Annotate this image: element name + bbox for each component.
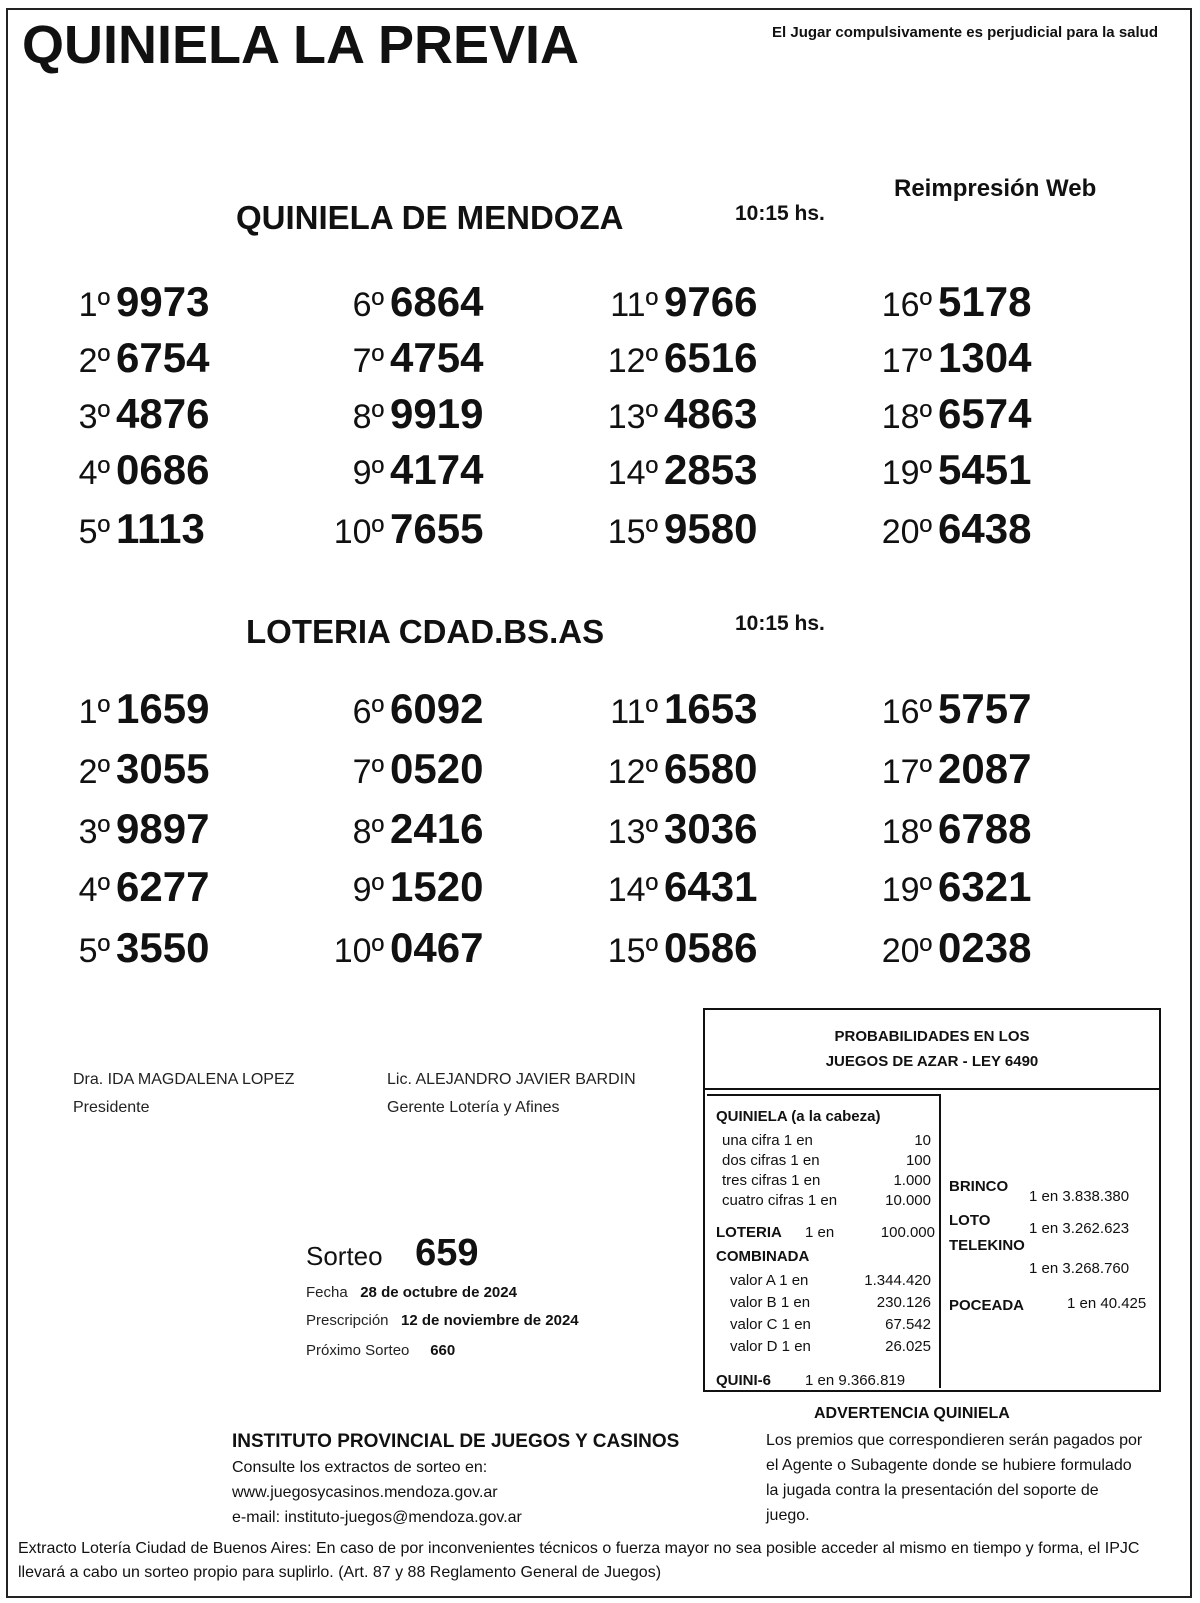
result-5	[44, 924, 209, 972]
section-time-bsas: 10:15 hs.	[735, 612, 825, 635]
result-position: 8º	[352, 398, 384, 436]
odds-row-label: valor B 1 en	[730, 1294, 811, 1311]
institute-title: INSTITUTO PROVINCIAL DE JUEGOS Y CASINOS	[232, 1431, 680, 1452]
result-11	[592, 278, 757, 326]
reprint-label: Reimpresión Web	[894, 175, 1097, 202]
result-14	[592, 446, 757, 494]
result-8	[318, 390, 483, 438]
telekino-label: TELEKINO	[949, 1237, 1025, 1254]
odds-row-value: 230.126	[876, 1294, 931, 1311]
result-number: 6574	[938, 390, 1032, 437]
result-number: 1113	[116, 505, 205, 552]
result-19	[866, 446, 1031, 494]
result-position: 3º	[78, 398, 110, 436]
document-title: QUINIELA LA PREVIA	[22, 15, 580, 75]
result-19	[866, 863, 1031, 911]
result-9	[318, 446, 483, 494]
result-15	[592, 505, 757, 553]
result-position: 2º	[78, 342, 110, 380]
result-3	[44, 390, 209, 438]
result-7	[318, 334, 483, 382]
result-number: 6580	[664, 745, 758, 792]
draw-number-block	[306, 1232, 478, 1275]
result-position: 6º	[352, 286, 384, 324]
result-number: 4863	[664, 390, 758, 437]
result-position: 6º	[352, 693, 384, 731]
result-position: 5º	[78, 932, 110, 970]
result-position: 16º	[881, 693, 932, 731]
result-1	[44, 278, 209, 326]
result-17	[866, 334, 1031, 382]
signature-right	[387, 1066, 636, 1122]
result-16	[866, 685, 1031, 733]
result-position: 10º	[333, 932, 384, 970]
result-number: 3055	[116, 745, 210, 792]
result-4	[44, 446, 209, 494]
brinco-value: 1 en 3.838.380	[1029, 1188, 1130, 1205]
result-number: 6321	[938, 863, 1032, 910]
result-position: 11º	[610, 286, 658, 324]
result-4	[44, 863, 209, 911]
prescription-label: Prescripción	[306, 1312, 389, 1329]
result-2	[44, 334, 209, 382]
quini6-odds-label: QUINI-6	[716, 1372, 772, 1389]
result-position: 3º	[78, 813, 110, 851]
result-13	[592, 390, 757, 438]
brinco-label: BRINCO	[949, 1178, 1009, 1195]
result-number: 4876	[116, 390, 210, 437]
result-position: 1º	[78, 693, 110, 731]
result-number: 5757	[938, 685, 1032, 732]
result-position: 15º	[607, 513, 658, 551]
signature-right-name: Lic. ALEJANDRO JAVIER BARDIN	[387, 1071, 636, 1088]
odds-row-label: valor D 1 en	[730, 1338, 811, 1355]
probabilities-title-line1: PROBABILIDADES EN LOS	[834, 1028, 1030, 1045]
result-position: 19º	[881, 871, 932, 909]
odds-row-value: 100	[905, 1152, 931, 1169]
result-18	[866, 805, 1031, 853]
result-position: 11º	[610, 693, 658, 731]
institute-website[interactable]: www.juegosycasinos.mendoza.gov.ar	[232, 1484, 498, 1501]
signature-left	[73, 1066, 294, 1122]
odds-row-label: valor C 1 en	[730, 1316, 811, 1333]
result-16	[866, 278, 1031, 326]
signature-left-role: Presidente	[73, 1099, 150, 1116]
result-number: 2416	[390, 805, 484, 852]
result-number: 6754	[116, 334, 210, 381]
result-position: 7º	[352, 753, 384, 791]
result-13	[592, 805, 757, 853]
result-number: 6516	[664, 334, 758, 381]
draw-number: 659	[415, 1232, 479, 1274]
result-number: 6092	[390, 685, 484, 732]
loteria-odds-value: 100.000	[880, 1224, 935, 1241]
result-number: 5451	[938, 446, 1032, 493]
prescription-date: 12 de noviembre de 2024	[401, 1312, 579, 1329]
result-position: 14º	[607, 871, 658, 909]
result-1	[44, 685, 209, 733]
telekino-value: 1 en 3.268.760	[1029, 1260, 1130, 1277]
section-title-mendoza: QUINIELA DE MENDOZA	[236, 199, 624, 236]
advertencia-text: Los premios que correspondieren serán pagados por el Agente o Subagente donde se hubiere formulado la jugada contra la presentación del soporte de juego.	[766, 1432, 1143, 1524]
result-6	[318, 685, 483, 733]
result-20	[866, 924, 1031, 972]
result-number: 6864	[390, 278, 484, 325]
odds-row-label: tres cifras 1 en	[722, 1172, 821, 1189]
result-7	[318, 745, 483, 793]
odds-row-value: 67.542	[885, 1316, 931, 1333]
result-position: 13º	[607, 398, 658, 436]
result-position: 12º	[607, 342, 658, 380]
result-position: 9º	[352, 454, 384, 492]
result-6	[318, 278, 483, 326]
result-number: 2853	[664, 446, 758, 493]
quiniela-odds-title: QUINIELA (a la cabeza)	[716, 1108, 881, 1125]
result-number: 3550	[116, 924, 210, 971]
result-position: 19º	[881, 454, 932, 492]
loteria-odds-label: LOTERIA	[716, 1224, 782, 1241]
result-number: 1653	[664, 685, 758, 732]
result-18	[866, 390, 1031, 438]
result-number: 9580	[664, 505, 758, 552]
result-10	[318, 924, 483, 972]
poceada-label: POCEADA	[949, 1297, 1025, 1314]
odds-row-label: dos cifras 1 en	[722, 1152, 820, 1169]
quini6-odds-value: 1 en 9.366.819	[805, 1372, 906, 1389]
result-number: 1520	[390, 863, 484, 910]
next-draw-label: Próximo Sorteo	[306, 1342, 410, 1359]
poceada-value: 1 en 40.425	[1067, 1295, 1147, 1312]
result-number: 6788	[938, 805, 1032, 852]
next-draw-row	[306, 1342, 455, 1359]
prescription-row	[306, 1312, 579, 1329]
result-position: 14º	[607, 454, 658, 492]
result-position: 13º	[607, 813, 658, 851]
loto-value: 1 en 3.262.623	[1029, 1220, 1130, 1237]
result-number: 0586	[664, 924, 758, 971]
result-number: 6431	[664, 863, 758, 910]
next-draw-number: 660	[430, 1342, 456, 1359]
draw-date-label: Fecha	[306, 1284, 348, 1301]
result-position: 18º	[881, 813, 932, 851]
signature-right-role: Gerente Lotería y Afines	[387, 1099, 560, 1116]
result-position: 20º	[881, 932, 932, 970]
footer-note: Extracto Lotería Ciudad de Buenos Aires: En caso de por inconvenientes técnicos o fuerza mayor no sea posible acceder al mismo en tiempo y forma, el IPJC llevará a cabo un sorteo propio para suplirlo. (Art. 87 y 88 Reglamento General de Juegos)	[18, 1540, 1140, 1581]
odds-row-label: cuatro cifras 1 en	[722, 1192, 838, 1209]
result-15	[592, 924, 757, 972]
result-12	[592, 745, 757, 793]
result-position: 12º	[607, 753, 658, 791]
result-14	[592, 863, 757, 911]
result-number: 3036	[664, 805, 758, 852]
result-number: 9897	[116, 805, 210, 852]
result-position: 4º	[78, 454, 110, 492]
odds-row-label: valor A 1 en	[730, 1272, 809, 1289]
section-time-mendoza: 10:15 hs.	[735, 202, 825, 225]
odds-row-value: 10	[914, 1132, 931, 1149]
loto-label: LOTO	[949, 1212, 991, 1229]
result-11	[592, 685, 757, 733]
result-10	[318, 505, 483, 553]
combinada-odds-title: COMBINADA	[716, 1248, 810, 1265]
result-number: 9919	[390, 390, 484, 437]
institute-contact	[232, 1455, 522, 1530]
draw-label: Sorteo	[306, 1241, 383, 1271]
result-position: 8º	[352, 813, 384, 851]
gambling-warning: El Jugar compulsivamente es perjudicial para la salud	[772, 24, 1158, 41]
result-position: 9º	[352, 871, 384, 909]
odds-row-label: una cifra 1 en	[722, 1132, 813, 1149]
result-position: 1º	[78, 286, 110, 324]
result-number: 0467	[390, 924, 484, 971]
result-number: 1659	[116, 685, 210, 732]
probabilities-title	[705, 1010, 1159, 1090]
result-position: 2º	[78, 753, 110, 791]
result-number: 6277	[116, 863, 210, 910]
odds-row-value: 10.000	[885, 1192, 931, 1209]
probabilities-box	[703, 1008, 1161, 1392]
result-number: 9973	[116, 278, 210, 325]
result-position: 7º	[352, 342, 384, 380]
probabilities-title-line2: JUEGOS DE AZAR - LEY 6490	[825, 1053, 1039, 1070]
result-position: 18º	[881, 398, 932, 436]
result-number: 4754	[390, 334, 484, 381]
draw-date-row	[306, 1284, 517, 1301]
result-number: 0686	[116, 446, 210, 493]
result-position: 17º	[881, 342, 932, 380]
result-20	[866, 505, 1031, 553]
odds-row-value: 26.025	[885, 1338, 931, 1355]
result-number: 1304	[938, 334, 1032, 381]
result-number: 4174	[390, 446, 484, 493]
result-number: 6438	[938, 505, 1032, 552]
loteria-odds-text: 1 en	[805, 1224, 835, 1241]
result-position: 4º	[78, 871, 110, 909]
section-title-bsas: LOTERIA CDAD.BS.AS	[246, 613, 605, 650]
result-number: 5178	[938, 278, 1032, 325]
result-8	[318, 805, 483, 853]
institute-line1: Consulte los extractos de sorteo en:	[232, 1459, 488, 1476]
result-17	[866, 745, 1031, 793]
advertencia-title: ADVERTENCIA QUINIELA	[814, 1405, 1010, 1422]
signature-left-name: Dra. IDA MAGDALENA LOPEZ	[73, 1071, 295, 1088]
result-position: 17º	[881, 753, 932, 791]
institute-email[interactable]: e-mail: instituto-juegos@mendoza.gov.ar	[232, 1509, 522, 1526]
result-number: 7655	[390, 505, 484, 552]
result-number: 2087	[938, 745, 1032, 792]
result-number: 0238	[938, 924, 1032, 971]
result-position: 20º	[881, 513, 932, 551]
result-9	[318, 863, 483, 911]
result-number: 9766	[664, 278, 758, 325]
result-12	[592, 334, 757, 382]
result-position: 10º	[333, 513, 384, 551]
result-3	[44, 805, 209, 853]
result-position: 16º	[881, 286, 932, 324]
result-number: 0520	[390, 745, 484, 792]
result-5	[44, 505, 205, 553]
result-2	[44, 745, 209, 793]
result-position: 5º	[78, 513, 110, 551]
odds-row-value: 1.344.420	[864, 1272, 931, 1289]
result-position: 15º	[607, 932, 658, 970]
odds-row-value: 1.000	[893, 1172, 931, 1189]
draw-date: 28 de octubre de 2024	[360, 1284, 517, 1301]
